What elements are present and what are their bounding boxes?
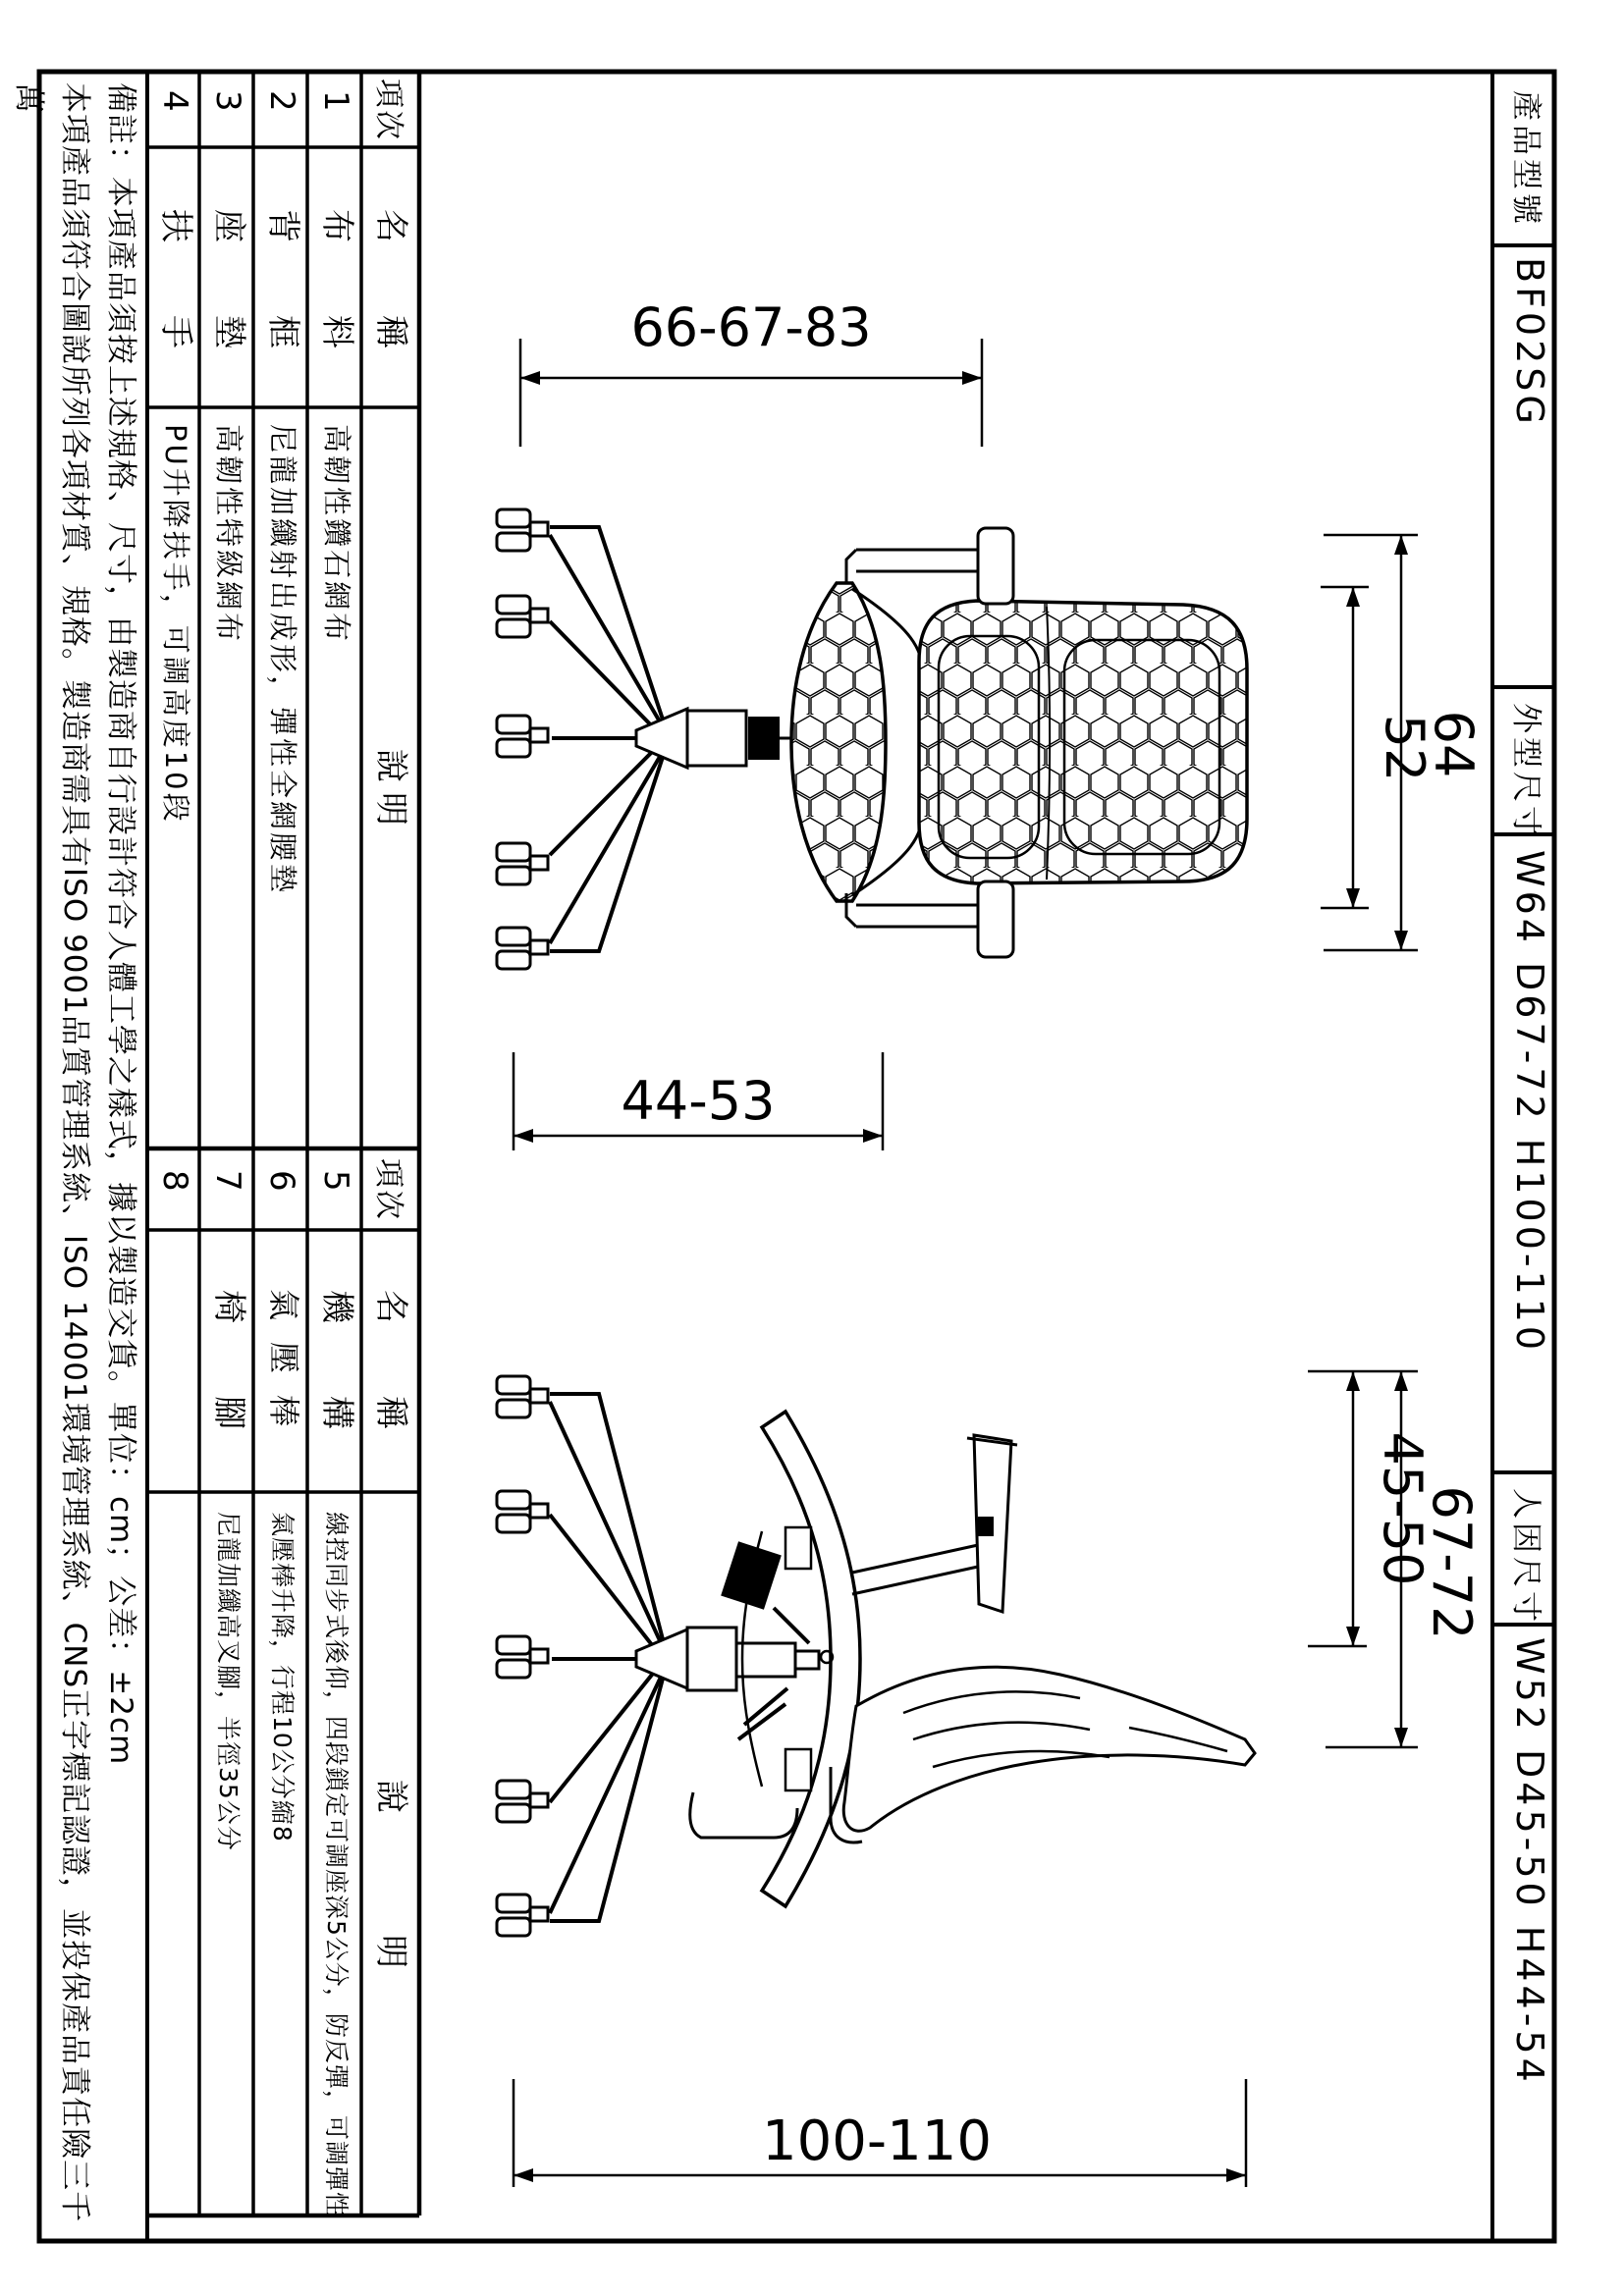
table1-row2-index: 2 xyxy=(262,90,301,114)
table2-row7-name: 椅腳 xyxy=(209,1290,248,1502)
dim-label-overall-width: 64 xyxy=(1423,710,1485,778)
dim-label-arm-height: 67-72 xyxy=(1421,1485,1483,1640)
table2-row7-desc: 尼龍加纖高叉腳，半徑35公分 xyxy=(214,1512,243,1851)
model-number-value: BF02SG xyxy=(1508,257,1551,428)
table2-row6-name: 氣壓棒 xyxy=(265,1289,302,1449)
table1-header-index: 項次 xyxy=(371,79,406,141)
table1-row2-name: 背框 xyxy=(263,209,302,421)
table2-row5-name: 機構 xyxy=(317,1290,356,1502)
table1-row2-desc: 尼龍加纖射出成形，彈性全網腰墊 xyxy=(266,424,299,896)
table1-header-name: 名稱 xyxy=(371,209,410,421)
backrest-mesh xyxy=(791,583,886,901)
chair-side-view xyxy=(497,1376,1255,1936)
dim-label-seat-height: 45-50 xyxy=(1372,1431,1434,1586)
chair-top-view xyxy=(497,509,1247,969)
outer-dimensions-label: 外型尺寸 xyxy=(1508,703,1543,840)
table2-row8-index: 8 xyxy=(155,1170,194,1194)
remarks-block xyxy=(11,82,143,2232)
table1-row4-name: 扶手 xyxy=(156,209,195,421)
table2-row5-index: 5 xyxy=(316,1170,355,1194)
table1-row1-name: 布料 xyxy=(317,209,356,421)
table2-row6-desc: 氣壓棒升降，行程10公分縮8 xyxy=(268,1512,297,1842)
table2-row5-desc: 線控同步式後仰，四段鎖定可調座深5公分，防反彈，可調彈性 xyxy=(322,1512,351,2217)
ergonomic-dimensions-value: W52 D45-50 H44-54 xyxy=(1508,1637,1551,2086)
caster-icon xyxy=(497,1376,548,1936)
remark-line-2: 本項產品須符合圖說所列各項材質、規格。製造商需具有ISO 9001品質管理系統、ISO 14001環境管理系統、CNS正字標記認證，並投保產品責任險三千萬 xyxy=(11,82,92,2223)
armrest-bottom xyxy=(846,881,1013,957)
table2-header-index: 項次 xyxy=(371,1158,406,1221)
backrest-profile xyxy=(843,1667,1255,1831)
table1-row1-index: 1 xyxy=(316,90,355,114)
table1-header-desc: 說明 xyxy=(371,749,410,835)
caster-icon xyxy=(497,509,548,969)
ergonomic-dimensions-label: 人因尺寸 xyxy=(1508,1488,1543,1626)
dim-label-top-width: 66-67-83 xyxy=(630,296,872,358)
table1-row3-name: 座墊 xyxy=(209,209,248,421)
remark-line-1: 備註：本項產品須按上述規格、尺寸，由製造商自行設計符合人體工學之樣式，據以製造交貨。單位：cm；公差：±2cm xyxy=(103,82,138,1766)
table1-row4-desc: PU升降扶手，可調高度10段 xyxy=(159,424,192,825)
dim-label-seat-depth: 44-53 xyxy=(621,1070,776,1132)
outer-dimensions-value: W64 D67-72 H100-110 xyxy=(1508,850,1551,1355)
armrest-side xyxy=(852,1435,1017,1612)
dim-seat-width-52 xyxy=(1321,587,1369,908)
model-number-label: 產品型號 xyxy=(1508,90,1543,228)
dim-label-overall-length: 100-110 xyxy=(762,2109,992,2173)
table2-row6-index: 6 xyxy=(262,1170,301,1194)
table1-row3-desc: 高韌性特級網布 xyxy=(212,424,245,645)
table2-row7-index: 7 xyxy=(208,1170,247,1194)
table2-header-desc: 說明 xyxy=(371,1780,410,2090)
dim-label-seat-width: 52 xyxy=(1374,714,1435,782)
armrest-top xyxy=(846,528,1013,604)
table1-row4-index: 4 xyxy=(155,90,194,114)
table1-row3-index: 3 xyxy=(208,90,247,114)
table2-header-name: 名稱 xyxy=(371,1290,410,1502)
table1-row1-desc: 高韌性鑽石網布 xyxy=(320,424,353,645)
